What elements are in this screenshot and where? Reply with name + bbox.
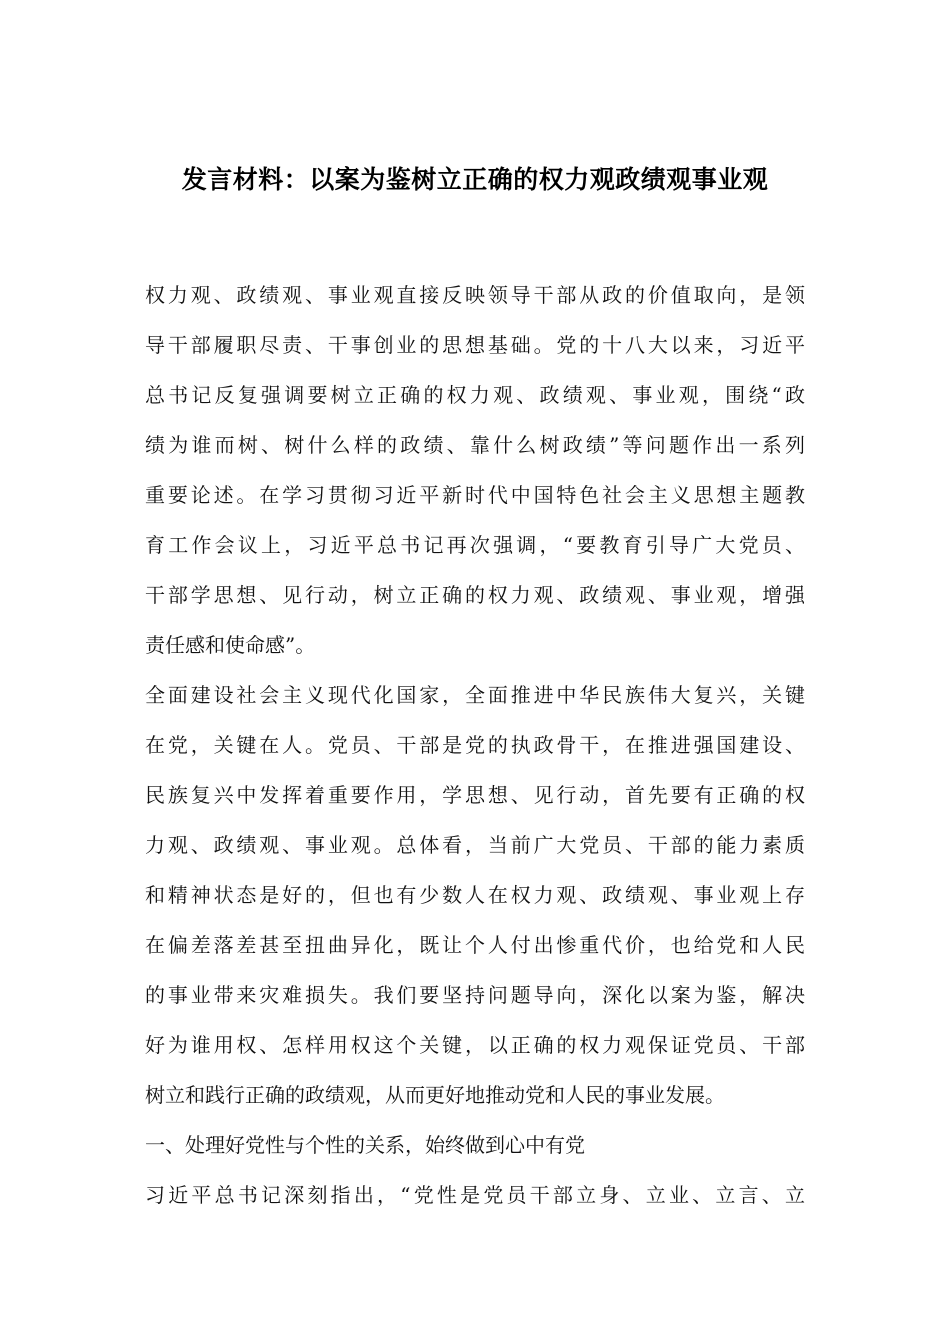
body-line: 育工作会议上，习近平总书记再次强调，“要教育引导广大党员、 bbox=[145, 533, 805, 557]
body-line: 在党，关键在人。党员、干部是党的执政骨干，在推进强国建设、 bbox=[145, 733, 805, 757]
body-line: 力观、政绩观、事业观。总体看，当前广大党员、干部的能力素质 bbox=[145, 833, 805, 857]
body-line: 在偏差落差甚至扭曲异化，既让个人付出惨重代价，也给党和人民 bbox=[145, 933, 805, 957]
document-body bbox=[145, 270, 805, 1220]
body-line: 绩为谁而树、树什么样的政绩、靠什么树政绩”等问题作出一系列 bbox=[145, 433, 805, 457]
body-line: 和精神状态是好的，但也有少数人在权力观、政绩观、事业观上存 bbox=[145, 883, 805, 907]
body-line: 民族复兴中发挥着重要作用，学思想、见行动，首先要有正确的权 bbox=[145, 783, 805, 807]
body-line: 责任感和使命感”。 bbox=[145, 633, 316, 657]
body-line: 好为谁用权、怎样用权这个关键，以正确的权力观保证党员、干部 bbox=[145, 1033, 805, 1057]
body-line: 树立和践行正确的政绩观，从而更好地推动党和人民的事业发展。 bbox=[145, 1083, 725, 1107]
body-line: 导干部履职尽责、干事创业的思想基础。党的十八大以来，习近平 bbox=[145, 333, 805, 357]
body-line: 重要论述。在学习贯彻习近平新时代中国特色社会主义思想主题教 bbox=[145, 483, 805, 507]
body-line: 权力观、政绩观、事业观直接反映领导干部从政的价值取向，是领 bbox=[145, 283, 805, 307]
body-line: 的事业带来灾难损失。我们要坚持问题导向，深化以案为鉴，解决 bbox=[145, 983, 805, 1007]
body-line: 干部学思想、见行动，树立正确的权力观、政绩观、事业观，增强 bbox=[145, 583, 805, 607]
body-line: 总书记反复强调要树立正确的权力观、政绩观、事业观，围绕“政 bbox=[145, 383, 805, 407]
section-heading: 一、处理好党性与个性的关系，始终做到心中有党 bbox=[145, 1133, 585, 1157]
body-line: 全面建设社会主义现代化国家，全面推进中华民族伟大复兴，关键 bbox=[145, 683, 805, 707]
document-title: 发言材料：以案为鉴树立正确的权力观政绩观事业观 bbox=[181, 165, 769, 194]
body-line: 习近平总书记深刻指出，“党性是党员干部立身、立业、立言、立 bbox=[145, 1183, 805, 1207]
